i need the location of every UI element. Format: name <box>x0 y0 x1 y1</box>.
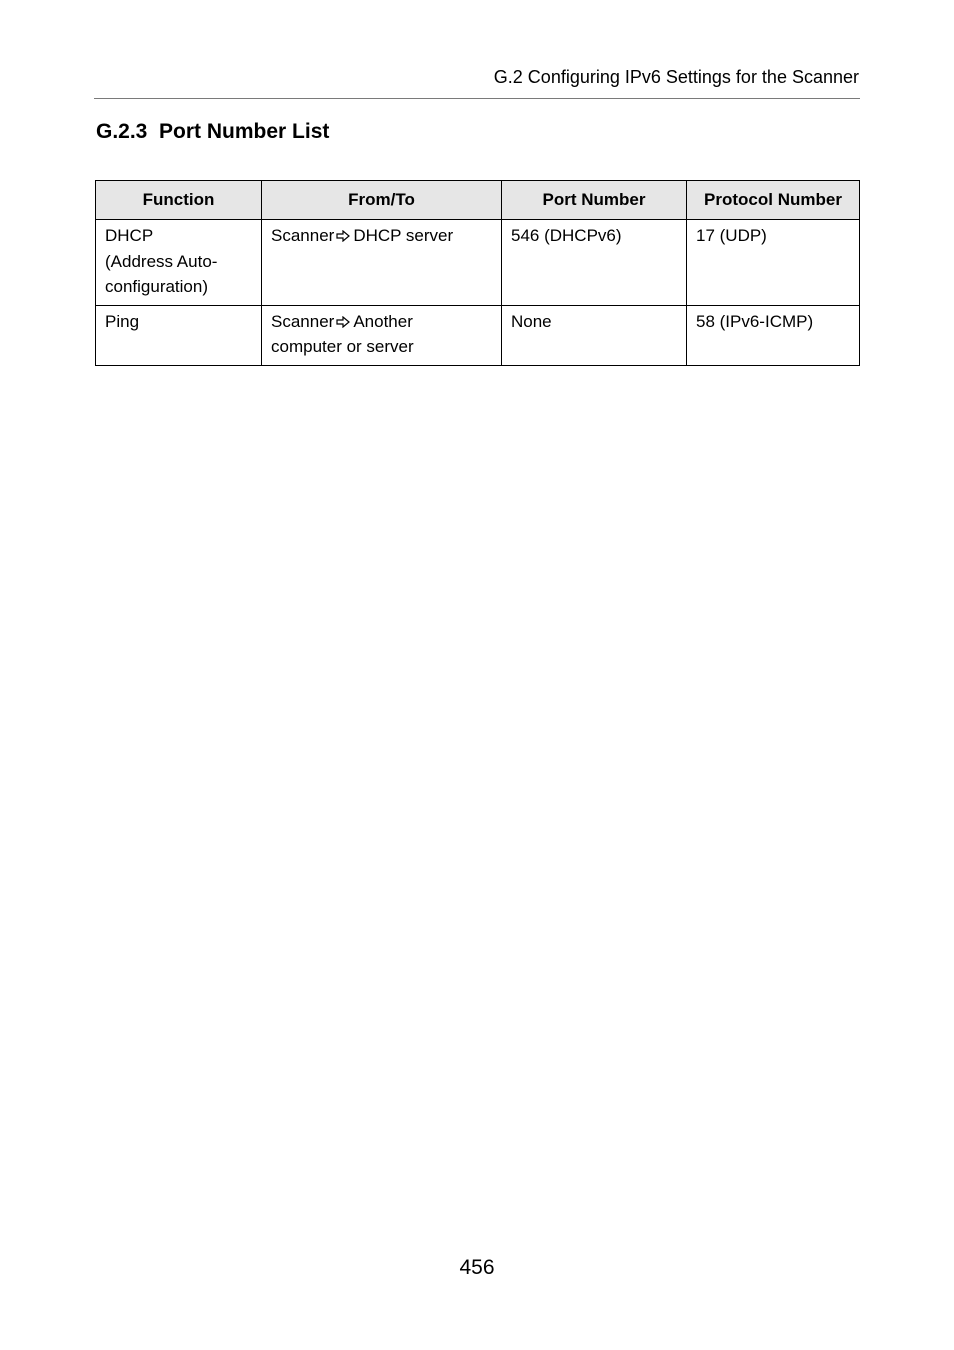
port-number-table <box>95 180 860 366</box>
outline-right-arrow-icon <box>336 230 350 242</box>
protocol-number-cell: 17 (UDP) <box>687 220 860 306</box>
column-header-port-number: Port Number <box>502 181 687 220</box>
from-to-cell <box>262 220 502 306</box>
header-rule <box>94 98 860 99</box>
from-text: Scanner <box>271 226 335 245</box>
function-line: Ping <box>105 311 140 331</box>
port-number-cell: 546 (DHCPv6) <box>502 220 687 306</box>
function-cell <box>96 220 262 306</box>
from-to-cell <box>262 305 502 365</box>
port-number-cell: None <box>502 305 687 365</box>
column-header-function: Function <box>96 181 262 220</box>
column-header-protocol-number: Protocol Number <box>687 181 860 220</box>
table-row <box>96 220 860 306</box>
to-text: Another <box>353 311 413 331</box>
running-header: G.2 Configuring IPv6 Settings for the Scanner <box>493 67 859 87</box>
function-cell <box>96 305 262 365</box>
protocol-number-cell: 58 (IPv6-ICMP) <box>687 305 860 365</box>
from-text: Scanner <box>271 311 335 331</box>
to-text: DHCP server <box>353 226 454 245</box>
function-line: configuration) <box>105 277 209 296</box>
table-header-row <box>96 181 860 220</box>
function-line: (Address Auto- <box>105 251 218 271</box>
function-line: DHCP <box>105 226 154 245</box>
outline-right-arrow-icon <box>336 316 350 328</box>
column-header-from-to: From/To <box>262 181 502 220</box>
section-heading: G.2.3 Port Number List <box>96 120 330 143</box>
table-row <box>96 305 860 365</box>
page-number: 456 <box>459 1256 495 1279</box>
to-text-continued: computer or server <box>271 337 414 356</box>
